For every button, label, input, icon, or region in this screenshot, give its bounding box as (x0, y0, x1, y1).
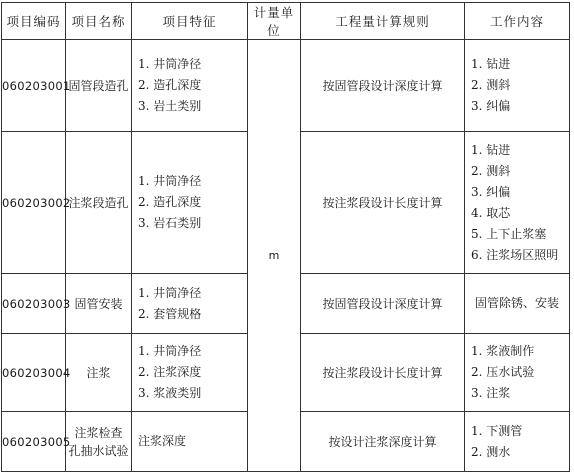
item-name-line: 注浆段造孔 (68, 195, 129, 210)
work-line: 1. 下测管 (471, 423, 523, 438)
work-line: 3. 纠偏 (471, 184, 511, 199)
work-line: 3. 纠偏 (471, 99, 511, 113)
item-code: 060203002 (2, 132, 66, 274)
header-unit: 计量单位 (248, 3, 301, 40)
feature-line: 1. 井筒净径 (138, 57, 202, 71)
work-line: 2. 压水试验 (471, 365, 535, 379)
calculation-rule: 按注浆段设计长度计算 (301, 132, 465, 274)
work-line: 1. 钻进 (471, 57, 511, 71)
calculation-rule: 按设计注浆深度计算 (301, 412, 465, 472)
item-name-line: 孔抽水试验 (68, 443, 129, 458)
feature-line: 2. 造孔深度 (138, 195, 202, 209)
work-line: 2. 测水 (471, 444, 511, 459)
item-features (132, 412, 248, 472)
work-line: 4. 取芯 (471, 205, 511, 220)
item-name-line: 注浆 (86, 365, 111, 380)
header-name: 项目名称 (66, 3, 132, 40)
header-features: 项目特征 (132, 3, 248, 40)
work-line: 3. 注浆 (471, 386, 511, 400)
feature-line: 1. 井筒净径 (138, 174, 202, 188)
item-name (66, 40, 132, 132)
work-content (465, 412, 570, 472)
header-work: 工作内容 (465, 3, 570, 40)
item-features (132, 334, 248, 412)
item-name (66, 132, 132, 274)
work-line: 1. 钻进 (471, 142, 511, 157)
measurement-unit: m (248, 40, 301, 472)
feature-line: 1. 井筒净径 (138, 285, 202, 300)
table-row (2, 40, 570, 132)
item-code: 060203003 (2, 274, 66, 334)
calculation-rule: 按注浆段设计长度计算 (301, 334, 465, 412)
item-name (66, 334, 132, 412)
work-line: 固管除锈、安装 (474, 296, 559, 310)
work-line: 1. 浆液制作 (471, 344, 535, 358)
feature-line: 3. 岩土类别 (138, 99, 202, 113)
work-content (465, 40, 570, 132)
work-line: 2. 测斜 (471, 78, 511, 92)
feature-line: 3. 岩石类别 (138, 216, 202, 230)
item-code: 060203005 (2, 412, 66, 472)
item-code: 060203004 (2, 334, 66, 412)
feature-line: 1. 井筒净径 (138, 344, 202, 358)
item-name-line: 注浆检查 (74, 425, 123, 440)
calculation-rule: 按固管段设计深度计算 (301, 40, 465, 132)
feature-line: 注浆深度 (138, 434, 187, 448)
work-content (465, 132, 570, 274)
feature-line: 2. 套管规格 (138, 306, 202, 321)
calculation-rule: 按固管段设计深度计算 (301, 274, 465, 334)
work-content (465, 274, 570, 334)
feature-line: 2. 注浆深度 (138, 365, 202, 379)
item-name (66, 412, 132, 472)
work-line: 5. 上下止浆塞 (471, 226, 547, 241)
work-line: 6. 注浆场区照明 (471, 247, 559, 262)
header-code: 项目编码 (2, 3, 66, 40)
work-line: 2. 测斜 (471, 163, 511, 178)
header-row (2, 3, 570, 40)
header-rule: 工程量计算规则 (301, 3, 465, 40)
item-name-line: 固管安装 (74, 296, 123, 311)
item-code: 060203001 (2, 40, 66, 132)
item-features (132, 132, 248, 274)
bill-of-quantities-table (1, 2, 570, 472)
item-name (66, 274, 132, 334)
item-features (132, 40, 248, 132)
item-name-line: 固管段造孔 (68, 78, 129, 93)
item-features (132, 274, 248, 334)
feature-line: 3. 浆液类别 (138, 386, 202, 400)
feature-line: 2. 造孔深度 (138, 78, 202, 92)
work-content (465, 334, 570, 412)
